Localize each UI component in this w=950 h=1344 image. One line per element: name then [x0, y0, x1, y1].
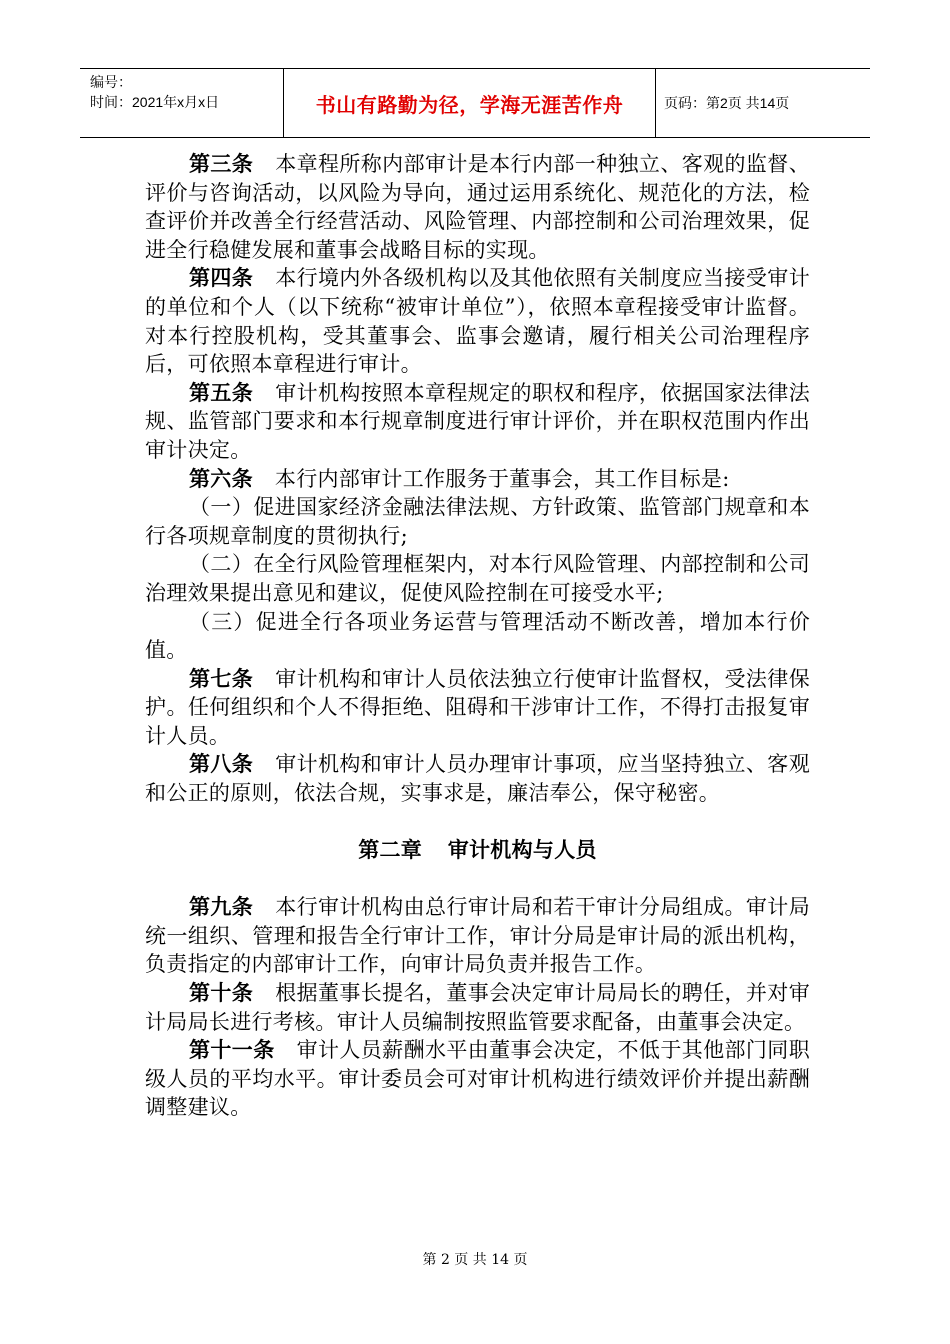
article-paragraph — [145, 379, 810, 465]
article-paragraph — [145, 979, 810, 1036]
number-label: 编号： — [90, 74, 132, 90]
article-number: 第九条 — [189, 895, 254, 920]
article-paragraph — [145, 465, 810, 494]
article-text: 根据董事长提名，董事会决定审计局局长的聘任，并对审计局局长进行考核。审计人员编制按照监管要求配备，由董事会决定。 — [145, 981, 811, 1034]
article-text: 本行境内外各级机构以及其他依照有关制度应当接受审计的单位和个人（以下统称“被审计单位”），依照本章程接受审计监督。对本行控股机构，受其董事会、监事会邀请，履行相关公司治理程序后，可依照本章程进行审计。 — [145, 266, 811, 377]
article-paragraph — [145, 1036, 810, 1122]
article-paragraph — [145, 665, 810, 751]
article-text: 本行内部审计工作服务于董事会，其工作目标是: — [274, 466, 730, 491]
article-paragraph — [145, 150, 810, 264]
article-number: 第五条 — [189, 380, 254, 405]
article-paragraph — [145, 750, 810, 807]
article-paragraph — [145, 608, 810, 665]
article-text: 审计机构和审计人员依法独立行使审计监督权，受法律保护。任何组织和个人不得拒绝、阻碍和干涉审计工作，不得打击报复审计人员。 — [145, 666, 811, 748]
article-text: 本章程所称内部审计是本行内部一种独立、客观的监督、评价与咨询活动，以风险为导向，通过运用系统化、规范化的方法，检查评价并改善全行经营活动、风险管理、内部控制和公司治理效果，促进全行稳健发展和董事会战略目标的实现。 — [145, 152, 811, 262]
article-number: 第四条 — [189, 266, 254, 291]
header-meta — [80, 69, 284, 137]
article-paragraph — [145, 264, 810, 378]
article-text: （二）在全行风险管理框架内，对本行风险管理、内部控制和公司治理效果提出意见和建议，促使风险控制在可接受水平; — [145, 552, 810, 605]
document-header — [80, 68, 870, 138]
document-body — [145, 150, 810, 1122]
article-paragraph — [145, 493, 810, 550]
article-number: 第三条 — [189, 152, 254, 176]
article-text: 审计人员薪酬水平由董事会决定，不低于其他部门同职级人员的平均水平。审计委员会可对审计机构进行绩效评价并提出薪酬调整建议。 — [145, 1038, 811, 1120]
article-number: 第十条 — [189, 981, 254, 1006]
article-text: （一）促进国家经济金融法律法规、方针政策、监管部门规章和本行各项规章制度的贯彻执行; — [145, 495, 810, 548]
article-text: （三）促进全行各项业务运营与管理活动不断改善，增加本行价值。 — [145, 609, 810, 663]
articles-section-1 — [145, 150, 810, 808]
article-paragraph — [145, 893, 810, 979]
article-number: 第十一条 — [189, 1038, 275, 1063]
article-text: 审计机构按照本章程规定的职权和程序，依据国家法律法规、监管部门要求和本行规章制度进行审计评价，并在职权范围内作出审计决定。 — [145, 380, 811, 462]
time-label: 时间：2021年x月x日 — [90, 94, 220, 110]
article-text: 本行审计机构由总行审计局和若干审计分局组成。审计局统一组织、管理和报告全行审计工作，审计分局是审计局的派出机构，负责指定的内部审计工作，向审计局负责并报告工作。 — [145, 895, 811, 977]
header-motto: 书山有路勤为径，学海无涯苦作舟 — [284, 69, 656, 137]
article-text: 审计机构和审计人员办理审计事项，应当坚持独立、客观和公正的原则，依法合规，实事求是，廉洁奉公，保守秘密。 — [145, 752, 811, 806]
page-footer: 第 2 页 共 14 页 — [422, 1252, 528, 1268]
article-number: 第六条 — [189, 466, 253, 491]
chapter-title: 第二章 审计机构与人员 — [358, 837, 597, 862]
article-number: 第七条 — [189, 666, 254, 691]
article-number: 第八条 — [189, 752, 254, 777]
header-page-label: 页码：第2页 共14页 — [664, 95, 790, 111]
article-paragraph — [145, 550, 810, 607]
articles-section-2 — [145, 893, 810, 1122]
